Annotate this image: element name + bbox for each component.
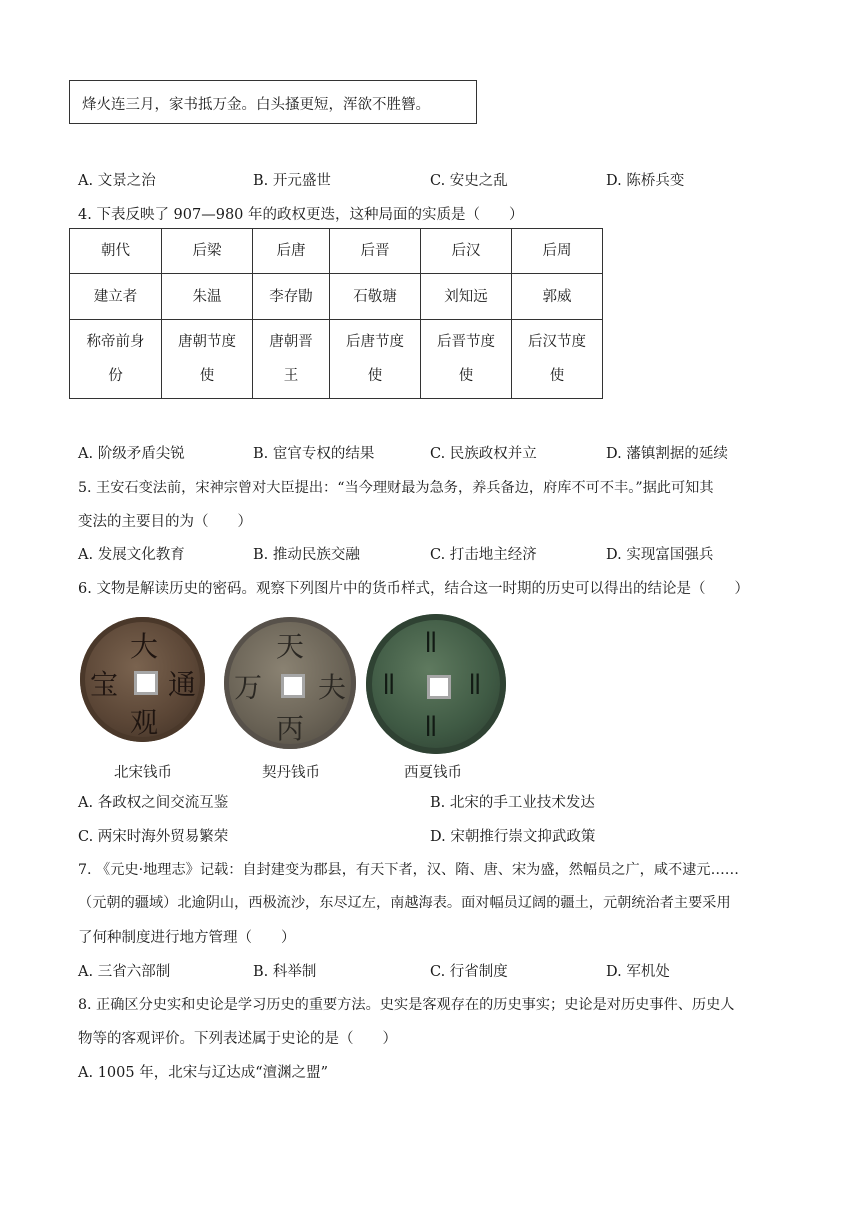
regime-table <box>69 228 603 399</box>
poem-quote: 烽火连三月，家书抵万金。白头搔更短，浑欲不胜簪。 <box>82 97 430 113</box>
q3-option-a[interactable]: A. 文景之治 <box>78 173 156 189</box>
q7-stem-line2: （元朝的疆域）北逾阴山，西极流沙，东尽辽左，南越海表。面对幅员辽阔的疆土，元朝统治者主要采用 <box>78 895 731 911</box>
q8-stem-line1: 8. 正确区分史实和史论是学习历史的重要方法。史实是客观存在的历史事实；史论是对历史事件、历史人 <box>78 997 735 1013</box>
table-cell: 后晋 <box>330 229 421 274</box>
northern-song-coin-image: 大 通 观 宝 <box>80 617 205 742</box>
q4-option-c[interactable]: C. 民族政权并立 <box>430 446 537 462</box>
q3-option-d[interactable]: D. 陈桥兵变 <box>606 173 685 189</box>
q6-option-c[interactable]: C. 两宋时海外贸易繁荣 <box>78 829 229 845</box>
q6-option-d[interactable]: D. 宋朝推行崇文抑武政策 <box>430 829 596 845</box>
q8-option-a[interactable]: A. 1005 年，北宋与辽达成“澶渊之盟” <box>78 1065 329 1081</box>
q7-option-b[interactable]: B. 科举制 <box>253 964 317 980</box>
table-row <box>70 320 603 399</box>
khitan-coin-image: 天 夫 丙 万 <box>224 617 356 749</box>
coin-caption-khitan: 契丹钱币 <box>262 765 320 781</box>
coin-caption-northern-song: 北宋钱币 <box>114 765 172 781</box>
q4-option-a[interactable]: A. 阶级矛盾尖锐 <box>78 446 185 462</box>
table-cell: 朝代 <box>70 229 162 274</box>
q7-stem-line1: 7. 《元史·地理志》记载：自封建变为郡县，有天下者，汉、隋、唐、宋为盛，然幅员之广，咸不逮元…… <box>78 862 739 878</box>
q5-stem-line1: 5. 王安石变法前，宋神宗曾对大臣提出：“当今理财最为急务，养兵备边，府库不可不丰。”据此可知其 <box>78 480 714 496</box>
table-cell: 后汉节度 使 <box>512 320 603 399</box>
q6-stem: 6. 文物是解读历史的密码。观察下列图片中的货币样式，结合这一时期的历史可以得出的结论是（ ） <box>78 581 749 597</box>
table-cell: 后汉 <box>421 229 512 274</box>
q5-option-a[interactable]: A. 发展文化教育 <box>78 547 185 563</box>
q7-option-c[interactable]: C. 行省制度 <box>430 964 508 980</box>
western-xia-coin-image: ǁ ǁ ǁ ǁ <box>366 614 506 754</box>
q5-option-d[interactable]: D. 实现富国强兵 <box>606 547 714 563</box>
q7-stem-line3: 了何种制度进行地方管理（ ） <box>78 930 296 946</box>
table-cell: 李存勖 <box>253 274 330 320</box>
table-cell: 刘知远 <box>421 274 512 320</box>
q4-option-d[interactable]: D. 藩镇割据的延续 <box>606 446 728 462</box>
q5-option-c[interactable]: C. 打击地主经济 <box>430 547 537 563</box>
table-cell: 唐朝节度 使 <box>162 320 253 399</box>
table-cell: 朱温 <box>162 274 253 320</box>
table-row <box>70 274 603 320</box>
q6-option-b[interactable]: B. 北宋的手工业技术发达 <box>430 795 595 811</box>
table-cell: 郭威 <box>512 274 603 320</box>
q4-stem: 4. 下表反映了 907—980 年的政权更迭，这种局面的实质是（ ） <box>78 207 524 223</box>
table-row <box>70 229 603 274</box>
table-cell: 后唐 <box>253 229 330 274</box>
table-cell: 称帝前身 份 <box>70 320 162 399</box>
coin-caption-western-xia: 西夏钱币 <box>404 765 462 781</box>
table-cell: 后唐节度 使 <box>330 320 421 399</box>
q3-option-c[interactable]: C. 安史之乱 <box>430 173 508 189</box>
table-cell: 后周 <box>512 229 603 274</box>
poem-quote-box <box>69 80 477 124</box>
table-cell: 唐朝晋 王 <box>253 320 330 399</box>
q5-option-b[interactable]: B. 推动民族交融 <box>253 547 360 563</box>
q5-stem-line2: 变法的主要目的为（ ） <box>78 514 252 530</box>
table-cell: 后晋节度 使 <box>421 320 512 399</box>
table-cell: 建立者 <box>70 274 162 320</box>
q4-option-b[interactable]: B. 宦官专权的结果 <box>253 446 375 462</box>
q7-option-d[interactable]: D. 军机处 <box>606 964 670 980</box>
q6-option-a[interactable]: A. 各政权之间交流互鉴 <box>78 795 229 811</box>
table-cell: 后梁 <box>162 229 253 274</box>
q7-option-a[interactable]: A. 三省六部制 <box>78 964 171 980</box>
q8-stem-line2: 物等的客观评价。下列表述属于史论的是（ ） <box>78 1031 397 1047</box>
q3-option-b[interactable]: B. 开元盛世 <box>253 173 331 189</box>
table-cell: 石敬瑭 <box>330 274 421 320</box>
